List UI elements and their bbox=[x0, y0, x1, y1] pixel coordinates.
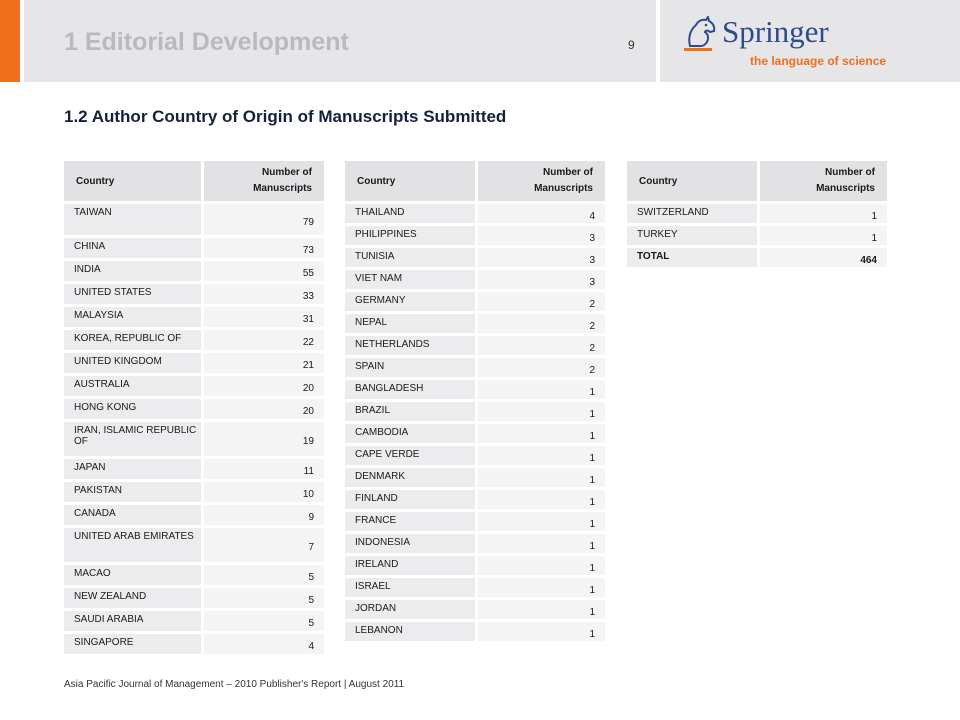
count-cell: 1 bbox=[475, 556, 605, 575]
logo-tagline: the language of science bbox=[750, 54, 887, 68]
country-cell: AUSTRALIA bbox=[64, 376, 201, 396]
country-cell: NEW ZEALAND bbox=[64, 588, 201, 608]
count-cell: 7 bbox=[201, 528, 324, 562]
section-title: 1.2 Author Country of Origin of Manuscripts Submitted bbox=[64, 107, 507, 126]
table-row bbox=[64, 399, 324, 419]
table-row bbox=[345, 248, 605, 267]
country-header: Country bbox=[64, 161, 201, 201]
count-cell: 1 bbox=[475, 468, 605, 487]
country-cell: ISRAEL bbox=[345, 578, 475, 597]
country-cell: UNITED KINGDOM bbox=[64, 353, 201, 373]
country-cell: IRELAND bbox=[345, 556, 475, 575]
table-row bbox=[627, 226, 887, 245]
country-cell: KOREA, REPUBLIC OF bbox=[64, 330, 201, 350]
count-header-line2: Manuscripts bbox=[253, 183, 312, 194]
count-header bbox=[757, 161, 887, 201]
logo-underline bbox=[684, 48, 712, 51]
total-count: 464 bbox=[757, 248, 887, 267]
table-row bbox=[64, 565, 324, 585]
table-row bbox=[64, 505, 324, 525]
count-header-line2: Manuscripts bbox=[534, 183, 593, 194]
count-cell: 1 bbox=[475, 622, 605, 641]
count-header-line2: Manuscripts bbox=[816, 183, 875, 194]
table-row bbox=[64, 528, 324, 562]
country-cell: MACAO bbox=[64, 565, 201, 585]
total-label: TOTAL bbox=[627, 248, 757, 267]
count-cell: 3 bbox=[475, 270, 605, 289]
table-row bbox=[345, 226, 605, 245]
country-cell: UNITED STATES bbox=[64, 284, 201, 304]
country-cell: TURKEY bbox=[627, 226, 757, 245]
country-cell: SINGAPORE bbox=[64, 634, 201, 654]
country-cell: INDIA bbox=[64, 261, 201, 281]
country-cell: TUNISIA bbox=[345, 248, 475, 267]
table-row bbox=[64, 376, 324, 396]
country-cell: GERMANY bbox=[345, 292, 475, 311]
accent-bar bbox=[0, 0, 20, 82]
count-cell: 3 bbox=[475, 226, 605, 245]
count-cell: 33 bbox=[201, 284, 324, 304]
table-row bbox=[345, 402, 605, 421]
table-row bbox=[64, 238, 324, 258]
count-header-line1: Number of bbox=[543, 167, 593, 178]
table-row bbox=[345, 556, 605, 575]
count-cell: 73 bbox=[201, 238, 324, 258]
country-cell: PAKISTAN bbox=[64, 482, 201, 502]
page-header bbox=[0, 0, 960, 82]
count-cell: 5 bbox=[201, 588, 324, 608]
country-cell: NEPAL bbox=[345, 314, 475, 333]
table-row bbox=[64, 422, 324, 456]
country-cell: SAUDI ARABIA bbox=[64, 611, 201, 631]
count-cell: 20 bbox=[201, 399, 324, 419]
table-row bbox=[345, 358, 605, 377]
country-cell: CANADA bbox=[64, 505, 201, 525]
count-cell: 1 bbox=[757, 226, 887, 245]
country-header: Country bbox=[627, 161, 757, 201]
country-cell: CAMBODIA bbox=[345, 424, 475, 443]
table-row bbox=[345, 490, 605, 509]
count-header-line1: Number of bbox=[262, 167, 312, 178]
count-cell: 1 bbox=[475, 446, 605, 465]
table-row bbox=[345, 424, 605, 443]
table-header-row bbox=[345, 161, 605, 201]
count-cell: 19 bbox=[201, 422, 324, 456]
count-cell: 2 bbox=[475, 336, 605, 355]
count-cell: 2 bbox=[475, 314, 605, 333]
country-cell: MALAYSIA bbox=[64, 307, 201, 327]
count-cell: 9 bbox=[201, 505, 324, 525]
table-row bbox=[345, 314, 605, 333]
country-cell: CAPE VERDE bbox=[345, 446, 475, 465]
count-cell: 22 bbox=[201, 330, 324, 350]
table-row bbox=[345, 600, 605, 619]
country-cell: LEBANON bbox=[345, 622, 475, 641]
count-cell: 4 bbox=[201, 634, 324, 654]
count-cell: 1 bbox=[475, 424, 605, 443]
country-cell: HONG KONG bbox=[64, 399, 201, 419]
country-table-2 bbox=[345, 158, 605, 644]
count-header bbox=[201, 161, 324, 201]
table-row bbox=[64, 482, 324, 502]
count-cell: 5 bbox=[201, 611, 324, 631]
total-row bbox=[627, 248, 887, 267]
country-cell: SWITZERLAND bbox=[627, 204, 757, 223]
count-cell: 31 bbox=[201, 307, 324, 327]
table-header-row bbox=[627, 161, 887, 201]
count-cell: 21 bbox=[201, 353, 324, 373]
table-row bbox=[64, 634, 324, 654]
country-cell: JORDAN bbox=[345, 600, 475, 619]
table-row bbox=[345, 534, 605, 553]
country-cell: UNITED ARAB EMIRATES bbox=[64, 528, 201, 562]
count-cell: 55 bbox=[201, 261, 324, 281]
country-cell: SPAIN bbox=[345, 358, 475, 377]
country-cell: CHINA bbox=[64, 238, 201, 258]
count-cell: 1 bbox=[475, 578, 605, 597]
country-cell: NETHERLANDS bbox=[345, 336, 475, 355]
country-cell: PHILIPPINES bbox=[345, 226, 475, 245]
count-header-line1: Number of bbox=[825, 167, 875, 178]
table-row bbox=[345, 512, 605, 531]
country-header: Country bbox=[345, 161, 475, 201]
table-row bbox=[64, 204, 324, 235]
springer-logo bbox=[684, 14, 904, 74]
country-table-1 bbox=[64, 158, 324, 657]
country-cell: FINLAND bbox=[345, 490, 475, 509]
table-row bbox=[64, 459, 324, 479]
country-cell: BRAZIL bbox=[345, 402, 475, 421]
country-cell: INDONESIA bbox=[345, 534, 475, 553]
count-cell: 10 bbox=[201, 482, 324, 502]
table-row bbox=[345, 270, 605, 289]
footer: Asia Pacific Journal of Management – 2010 Publisher's Report | August 2011 bbox=[64, 679, 405, 690]
count-cell: 4 bbox=[475, 204, 605, 223]
count-cell: 1 bbox=[475, 534, 605, 553]
table-row bbox=[64, 611, 324, 631]
country-cell: VIET NAM bbox=[345, 270, 475, 289]
table-row bbox=[345, 380, 605, 399]
country-table-3 bbox=[627, 158, 887, 270]
count-cell: 20 bbox=[201, 376, 324, 396]
table-row bbox=[64, 261, 324, 281]
country-cell: BANGLADESH bbox=[345, 380, 475, 399]
country-cell: TAIWAN bbox=[64, 204, 201, 235]
count-cell: 11 bbox=[201, 459, 324, 479]
page-title: 1 Editorial Development bbox=[64, 28, 349, 56]
table-row bbox=[64, 284, 324, 304]
country-cell: JAPAN bbox=[64, 459, 201, 479]
count-cell: 1 bbox=[475, 600, 605, 619]
logo-wordmark: Springer bbox=[722, 14, 829, 49]
count-cell: 1 bbox=[475, 402, 605, 421]
count-cell: 1 bbox=[475, 490, 605, 509]
table-row bbox=[64, 353, 324, 373]
table-row bbox=[64, 307, 324, 327]
page-number: 9 bbox=[628, 38, 635, 52]
count-cell: 2 bbox=[475, 358, 605, 377]
country-cell: FRANCE bbox=[345, 512, 475, 531]
country-cell: IRAN, ISLAMIC REPUBLIC OF bbox=[64, 422, 201, 456]
table-row bbox=[345, 446, 605, 465]
count-cell: 79 bbox=[201, 204, 324, 235]
table-row bbox=[345, 204, 605, 223]
country-cell: THAILAND bbox=[345, 204, 475, 223]
table-row bbox=[345, 622, 605, 641]
table-header-row bbox=[64, 161, 324, 201]
table-row bbox=[345, 468, 605, 487]
table-row bbox=[64, 588, 324, 608]
count-cell: 2 bbox=[475, 292, 605, 311]
count-cell: 1 bbox=[475, 380, 605, 399]
country-cell: DENMARK bbox=[345, 468, 475, 487]
count-cell: 1 bbox=[757, 204, 887, 223]
table-row bbox=[627, 204, 887, 223]
count-header bbox=[475, 161, 605, 201]
count-cell: 5 bbox=[201, 565, 324, 585]
table-row bbox=[345, 578, 605, 597]
count-cell: 1 bbox=[475, 512, 605, 531]
table-row bbox=[64, 330, 324, 350]
table-row bbox=[345, 292, 605, 311]
table-row bbox=[345, 336, 605, 355]
count-cell: 3 bbox=[475, 248, 605, 267]
